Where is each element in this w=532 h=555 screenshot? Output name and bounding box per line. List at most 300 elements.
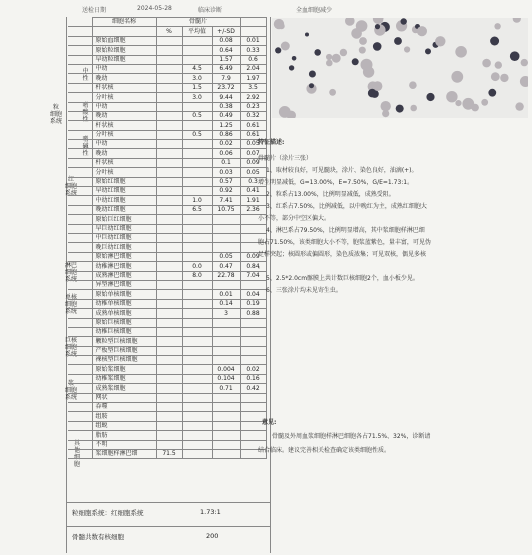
row-mean: 0.02	[212, 140, 240, 149]
group-monocyte: 单核 细胞 系统	[64, 294, 77, 315]
micrograph-cell	[510, 51, 520, 61]
row-sd: 0.16	[240, 374, 266, 383]
micrograph-cell	[455, 100, 461, 106]
row-name: 吞噬	[92, 403, 156, 412]
col-header-mean: 平均值	[182, 27, 212, 36]
description-line-9: 。	[258, 263, 265, 270]
table-body	[68, 18, 266, 459]
row-smear	[156, 187, 182, 196]
col-header-sd: +/-SD	[212, 27, 240, 36]
description-line-4: 3、红系占7.50%，比例减低，以中晚红为主，成熟红细胞大	[266, 203, 427, 210]
group-cell	[68, 431, 92, 440]
row-name: 原始巨核细胞	[92, 318, 156, 327]
table-row	[68, 130, 266, 139]
table-row	[68, 187, 266, 196]
row-smear	[156, 299, 182, 308]
row-mean: 0.05	[212, 252, 240, 261]
row-percent: 0.5	[182, 130, 212, 139]
micrograph-cell	[435, 36, 445, 46]
group-cell	[68, 243, 92, 252]
micrograph-cell	[520, 76, 528, 87]
micrograph-cell	[521, 59, 528, 66]
row-smear	[156, 74, 182, 83]
row-percent	[182, 177, 212, 186]
micrograph-cell	[352, 58, 359, 65]
row-name: 幼稚单核细胞	[92, 299, 156, 308]
row-name: 幼稚淋巴细胞	[92, 262, 156, 271]
row-percent: 6.5	[182, 205, 212, 214]
micrograph-cell	[425, 48, 431, 54]
row-mean	[212, 233, 240, 242]
group-basophil: 嗜 碱 性	[82, 136, 89, 157]
row-percent	[182, 412, 212, 421]
row-smear	[156, 83, 182, 92]
row-mean	[212, 280, 240, 289]
row-name: 原始淋巴细胞	[92, 252, 156, 261]
micrograph-cell	[494, 23, 500, 29]
row-sd	[240, 356, 266, 365]
description-subtitle: 骨髓片（涂片三张）	[258, 155, 313, 162]
micrograph-cell	[481, 99, 488, 106]
table-row	[68, 449, 266, 458]
row-percent	[182, 431, 212, 440]
row-name: 原始浆细胞	[92, 365, 156, 374]
table-row	[68, 403, 266, 412]
row-smear	[156, 440, 182, 449]
table-row	[68, 262, 266, 271]
row-sd: 0.09	[240, 252, 266, 261]
row-sd: 0.88	[240, 309, 266, 318]
row-smear	[156, 346, 182, 355]
micrograph-cell	[396, 105, 404, 113]
table-row	[68, 243, 266, 252]
row-name: 分叶核	[92, 93, 156, 102]
group-cell	[68, 149, 92, 158]
row-mean: 0.47	[212, 262, 240, 271]
row-smear	[156, 177, 182, 186]
row-percent	[182, 393, 212, 402]
row-name: 杆状核	[92, 121, 156, 130]
table-row	[68, 168, 266, 177]
row-sd: 0.02	[240, 365, 266, 374]
micrograph-cell	[359, 47, 366, 54]
table-row	[68, 299, 266, 308]
description-line-8: 足样突起；核圆形或偏圆形，染色质浓集；可见双核，偶见多核	[258, 251, 427, 258]
micrograph-cell	[490, 37, 499, 46]
row-percent	[182, 46, 212, 55]
row-percent	[182, 187, 212, 196]
row-percent: 1.0	[182, 196, 212, 205]
description-line-7: 胞占71.50%，该类细胞大小不等，胞浆蓝紫色，量丰富，可见伪	[258, 239, 431, 246]
table-row	[68, 365, 266, 374]
row-mean: 1.57	[212, 55, 240, 64]
micrograph-cell	[309, 83, 314, 88]
row-mean: 0.49	[212, 111, 240, 120]
row-percent: 1.5	[182, 83, 212, 92]
row-smear	[156, 412, 182, 421]
row-smear	[156, 280, 182, 289]
micrograph-cell	[488, 89, 496, 97]
row-name: 成熟单核细胞	[92, 309, 156, 318]
row-name: 组蜕	[92, 421, 156, 430]
row-mean	[212, 318, 240, 327]
row-sd: 7.04	[240, 271, 266, 280]
row-sd: 0.05	[240, 168, 266, 177]
row-percent	[182, 403, 212, 412]
row-smear	[156, 393, 182, 402]
row-sd: 0.6	[240, 55, 266, 64]
row-mean: 0.01	[212, 290, 240, 299]
micrograph-cell	[446, 91, 457, 102]
row-mean	[212, 337, 240, 346]
group-cell	[68, 83, 92, 92]
group-cell	[68, 374, 92, 383]
group-cell	[68, 393, 92, 402]
micrograph-cell	[274, 19, 284, 29]
row-smear	[156, 374, 182, 383]
group-eosinophil: 嗜 酸 性	[82, 102, 89, 123]
group-cell	[68, 93, 92, 102]
table-row	[68, 412, 266, 421]
row-percent: 3.0	[182, 93, 212, 102]
table-row	[68, 93, 266, 102]
group-cell	[68, 46, 92, 55]
micrograph-cell	[455, 46, 467, 58]
group-cell	[68, 421, 92, 430]
description-line-2: 增生明显减低，G=13.00%，E=7.50%，G/E=1.73:1。	[258, 179, 414, 186]
row-mean: 0.14	[212, 299, 240, 308]
row-mean	[212, 356, 240, 365]
row-percent	[182, 421, 212, 430]
row-name: 原始巨红细胞	[92, 215, 156, 224]
row-percent	[182, 36, 212, 45]
description-line-10: 5、2.5*2.0cm髂膜上共计数巨核细胞2个，血小板少见。	[266, 275, 419, 282]
row-mean: 0.64	[212, 46, 240, 55]
row-smear	[156, 36, 182, 45]
row-name: 杆状核	[92, 158, 156, 167]
row-percent	[182, 346, 212, 355]
row-smear	[156, 327, 182, 336]
row-smear	[156, 384, 182, 393]
row-name: 晚幼	[92, 111, 156, 120]
row-mean: 9.44	[212, 93, 240, 102]
row-name: 中巨幼红细胞	[92, 233, 156, 242]
group-neutrophil: 中 性	[82, 68, 89, 82]
row-percent: 3.0	[182, 74, 212, 83]
row-percent: 0.0	[182, 262, 212, 271]
row-mean	[212, 412, 240, 421]
group-cell	[68, 318, 92, 327]
row-name: 原始粒细胞	[92, 46, 156, 55]
row-mean: 3	[212, 309, 240, 318]
group-cell	[68, 74, 92, 83]
row-percent	[182, 356, 212, 365]
row-percent	[182, 252, 212, 261]
row-mean: 0.104	[212, 374, 240, 383]
group-erythroid: 红 细胞 系统	[64, 176, 77, 197]
row-sd: 3.5	[240, 83, 266, 92]
row-percent: 0.5	[182, 111, 212, 120]
group-cell	[68, 102, 92, 111]
description-line-5: 小不等，部分中空区偏大。	[258, 215, 331, 222]
group-cell	[68, 187, 92, 196]
description-line-11: 6、三张涂片均未见寄生虫。	[266, 287, 342, 294]
group-cell	[68, 158, 92, 167]
date-value: 2024-05-28	[137, 5, 172, 12]
table-row	[68, 290, 266, 299]
row-name: 原始红细胞	[92, 177, 156, 186]
row-percent	[182, 449, 212, 458]
row-name: 晚巨幼红细胞	[92, 243, 156, 252]
row-percent	[182, 224, 212, 233]
row-sd	[240, 393, 266, 402]
row-mean: 0.03	[212, 168, 240, 177]
micrograph-cell	[471, 104, 479, 112]
row-sd: 1.97	[240, 74, 266, 83]
row-percent	[182, 243, 212, 252]
micrograph-cell	[289, 65, 294, 70]
row-percent	[182, 290, 212, 299]
table-row	[68, 215, 266, 224]
group-cell	[68, 403, 92, 412]
table-row	[68, 102, 266, 111]
row-percent: 8.0	[182, 271, 212, 280]
row-sd: 0.42	[240, 384, 266, 393]
group-cell	[68, 224, 92, 233]
description-line-3: 2、粒系占13.00%，比例明显减低，成熟受阻。	[266, 191, 395, 198]
row-percent	[182, 168, 212, 177]
row-sd: 0.32	[240, 111, 266, 120]
cell-count-table	[68, 17, 267, 459]
table-row	[68, 224, 266, 233]
row-name: 原始单核细胞	[92, 290, 156, 299]
row-percent	[182, 384, 212, 393]
row-sd: 1.91	[240, 196, 266, 205]
ratio-row	[66, 502, 270, 521]
group-cell	[68, 64, 92, 73]
row-name: 幼稚浆细胞	[92, 374, 156, 383]
row-sd: 0.19	[240, 299, 266, 308]
group-cell	[68, 168, 92, 177]
micrograph-cell	[417, 26, 427, 36]
row-mean	[212, 346, 240, 355]
table-row	[68, 393, 266, 402]
row-mean: 22.78	[212, 271, 240, 280]
micrograph-cell	[305, 33, 309, 37]
row-smear	[156, 365, 182, 374]
row-smear	[156, 262, 182, 271]
row-percent	[182, 318, 212, 327]
row-smear	[156, 243, 182, 252]
micrograph-cell	[326, 54, 332, 60]
row-percent	[182, 102, 212, 111]
row-percent	[182, 55, 212, 64]
row-smear	[156, 421, 182, 430]
row-smear	[156, 121, 182, 130]
table-row	[68, 55, 266, 64]
row-smear	[156, 196, 182, 205]
micrograph-cell	[314, 49, 321, 56]
row-sd	[240, 403, 266, 412]
micrograph-cell	[332, 54, 341, 63]
row-mean: 6.49	[212, 64, 240, 73]
row-mean: 0.004	[212, 365, 240, 374]
group-plasma: 浆 细胞 系统	[64, 380, 77, 401]
table-row	[68, 431, 266, 440]
row-sd: 0.05	[240, 140, 266, 149]
row-percent	[182, 374, 212, 383]
table-row	[68, 83, 266, 92]
group-cell	[68, 55, 92, 64]
table-row	[68, 280, 266, 289]
row-smear	[156, 64, 182, 73]
micrograph-cell	[361, 59, 373, 71]
row-sd: 0.33	[240, 46, 266, 55]
row-mean: 0.57	[212, 177, 240, 186]
row-smear	[156, 158, 182, 167]
micrograph-cell	[381, 101, 391, 111]
row-smear	[156, 309, 182, 318]
row-percent	[182, 299, 212, 308]
micrograph-cell	[515, 102, 523, 110]
row-mean: 1.25	[212, 121, 240, 130]
row-percent	[182, 440, 212, 449]
table-row	[68, 271, 266, 280]
row-sd: 2.36	[240, 205, 266, 214]
row-name: 裸核型巨核细胞	[92, 356, 156, 365]
group-cell	[68, 384, 92, 393]
row-sd: 0.04	[240, 290, 266, 299]
row-smear	[156, 168, 182, 177]
row-sd	[240, 280, 266, 289]
group-cell	[68, 346, 92, 355]
row-percent	[182, 121, 212, 130]
group-cell	[68, 327, 92, 336]
row-sd	[240, 337, 266, 346]
description-title: 特征描述:	[258, 139, 285, 146]
row-name: 分叶核	[92, 130, 156, 139]
micrograph-cell	[513, 18, 521, 23]
row-mean: 7.9	[212, 74, 240, 83]
row-sd: 0.09	[240, 158, 266, 167]
table-row	[68, 205, 266, 214]
row-smear	[156, 102, 182, 111]
row-smear	[156, 140, 182, 149]
col-header-smear: 骨髓片	[156, 18, 240, 27]
row-smear	[156, 290, 182, 299]
row-smear	[156, 337, 182, 346]
table-row	[68, 111, 266, 120]
micrograph-cell	[375, 24, 380, 29]
opinion-line-1: 骨髓及外周血浆细胞样淋巴细胞各占71.5%、32%，诊断请	[272, 433, 431, 440]
row-name: 晚幼	[92, 74, 156, 83]
total-value: 200	[206, 532, 219, 540]
row-percent	[182, 365, 212, 374]
row-mean	[212, 431, 240, 440]
row-sd	[240, 346, 266, 355]
micrograph-cell	[491, 72, 500, 81]
micrograph-cell	[409, 81, 417, 89]
table-row	[68, 196, 266, 205]
row-name: 幼稚巨核细胞	[92, 327, 156, 336]
row-name: 成熟淋巴细胞	[92, 271, 156, 280]
micrograph-cell	[345, 18, 355, 26]
row-smear	[156, 93, 182, 102]
row-sd: 0.41	[240, 187, 266, 196]
row-mean	[212, 421, 240, 430]
micrograph-cell	[281, 42, 290, 51]
micrograph-cell	[482, 59, 491, 68]
ratio-label: 粒细胞系统：红细胞系统	[72, 509, 144, 517]
table-row	[68, 421, 266, 430]
row-name: 中幼	[92, 140, 156, 149]
table-row	[68, 318, 266, 327]
group-cell	[68, 262, 92, 271]
micrograph-cell	[309, 71, 316, 78]
total-row	[66, 526, 270, 545]
row-mean: 10.75	[212, 205, 240, 214]
group-cell	[68, 365, 92, 374]
row-percent	[182, 280, 212, 289]
row-name: 分叶核	[92, 168, 156, 177]
row-percent	[182, 337, 212, 346]
row-mean	[212, 215, 240, 224]
table-row	[68, 384, 266, 393]
group-cell	[68, 233, 92, 242]
row-mean: 0.08	[212, 36, 240, 45]
row-name: 晚幼红细胞	[92, 205, 156, 214]
row-smear	[156, 233, 182, 242]
row-mean: 0.1	[212, 158, 240, 167]
row-mean	[212, 243, 240, 252]
group-cell	[68, 440, 92, 449]
row-name: 颗粒型巨核细胞	[92, 337, 156, 346]
group-cell	[68, 121, 92, 130]
group-granulocyte: 粒 细胞 系统	[49, 104, 62, 125]
table-row	[68, 374, 266, 383]
row-smear	[156, 252, 182, 261]
group-cell	[68, 36, 92, 45]
row-percent	[182, 233, 212, 242]
micrograph-cell	[410, 105, 417, 112]
table-header-row	[68, 18, 266, 27]
micrograph-cell	[292, 56, 297, 61]
micrograph-cell	[359, 37, 367, 45]
row-percent	[182, 149, 212, 158]
group-cell	[68, 449, 92, 458]
row-mean	[212, 393, 240, 402]
row-sd: 0.07	[240, 149, 266, 158]
row-sd: 0.61	[240, 121, 266, 130]
row-name: 早幼粒细胞	[92, 55, 156, 64]
col-header-name: 细胞名称	[92, 18, 156, 27]
row-smear	[156, 46, 182, 55]
row-smear	[156, 149, 182, 158]
micrograph-cells	[272, 18, 528, 118]
micrograph-cell	[426, 93, 434, 101]
row-percent	[182, 309, 212, 318]
row-sd: 2.04	[240, 64, 266, 73]
micrograph-cell	[326, 60, 333, 67]
row-smear	[156, 271, 182, 280]
total-label: 骨髓共数有核细胞	[72, 533, 124, 541]
row-name: 中幼红细胞	[92, 196, 156, 205]
table-row	[68, 36, 266, 45]
row-name: 浆细胞样淋巴细	[92, 449, 156, 458]
group-cell	[68, 215, 92, 224]
micrograph-cell	[340, 49, 347, 56]
row-mean	[212, 449, 240, 458]
